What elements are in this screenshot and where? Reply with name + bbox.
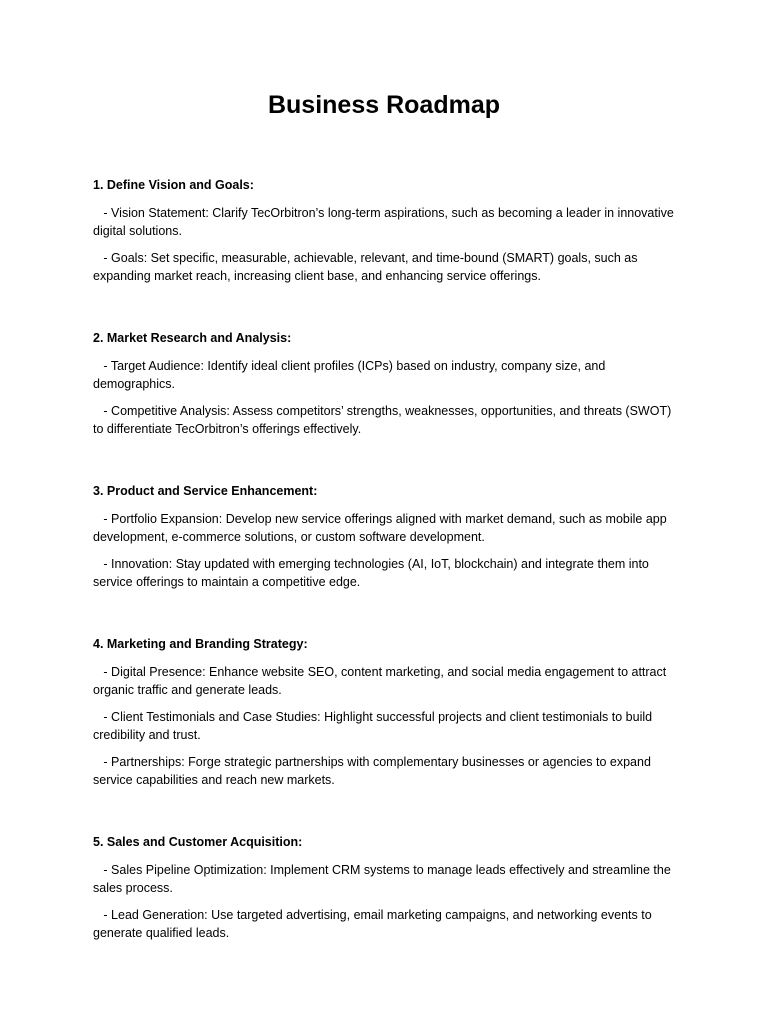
paragraph: - Portfolio Expansion: Develop new service offerings aligned with market demand, such as mobile app development, e-commerce solutions, or custom software development. — [93, 512, 671, 544]
section-sales-acquisition — [93, 833, 677, 942]
paragraph: - Innovation: Stay updated with emerging technologies (AI, IoT, blockchain) and integrate them into service offerings to maintain a competitive edge. — [93, 557, 653, 589]
document-title: Business Roadmap — [267, 91, 500, 119]
section-heading: 2. Market Research and Analysis: — [93, 331, 292, 345]
section-heading: 3. Product and Service Enhancement: — [93, 484, 318, 498]
paragraph: - Vision Statement: Clarify TecOrbitron’s long-term aspirations, such as becoming a leader in innovative digital solutions. — [93, 206, 678, 238]
paragraph: - Competitive Analysis: Assess competitors’ strengths, weaknesses, opportunities, and threats (SWOT) to differentiate TecOrbitron’s offerings effectively. — [93, 404, 675, 436]
paragraph: - Lead Generation: Use targeted advertising, email marketing campaigns, and networking events to generate qualified leads. — [93, 908, 656, 940]
section-heading: 4. Marketing and Branding Strategy: — [93, 637, 308, 651]
section-product-service — [93, 482, 677, 591]
paragraph: - Client Testimonials and Case Studies: Highlight successful projects and client testimonials to build credibility and trust. — [93, 710, 656, 742]
section-market-research — [93, 329, 677, 438]
paragraph: - Target Audience: Identify ideal client profiles (ICPs) based on industry, company size, and demographics. — [93, 359, 609, 391]
paragraph: - Partnerships: Forge strategic partnerships with complementary businesses or agencies to expand service capabilities and reach new markets. — [93, 755, 655, 787]
section-vision-goals — [93, 176, 677, 285]
document-body — [93, 176, 677, 951]
paragraph: - Digital Presence: Enhance website SEO, content marketing, and social media engagement to attract organic traffic and generate leads. — [93, 665, 670, 697]
section-heading: 5. Sales and Customer Acquisition: — [93, 835, 303, 849]
paragraph: - Sales Pipeline Optimization: Implement CRM systems to manage leads effectively and streamline the sales process. — [93, 863, 675, 895]
section-heading: 1. Define Vision and Goals: — [93, 178, 254, 192]
paragraph: - Goals: Set specific, measurable, achievable, relevant, and time-bound (SMART) goals, such as expanding market reach, increasing client base, and enhancing service offerings. — [93, 251, 641, 283]
section-marketing-branding — [93, 635, 677, 789]
